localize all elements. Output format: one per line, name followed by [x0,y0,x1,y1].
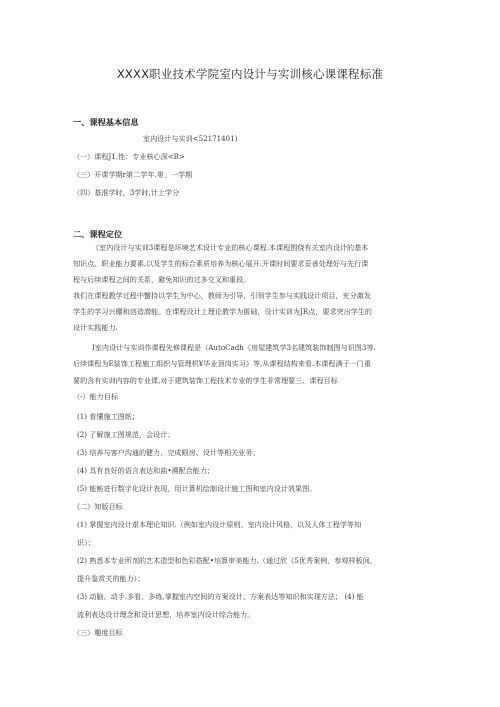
paragraph-line: 知识点、职业能力要素,以及学生的标合素质培养为核心展开.开课时间要求妥善处理好与先行课 [73,259,369,268]
paragraph-line: I室内设计与实训作课程先修课程是（AutoCadh《房屋建筑学3名建筑装饰制图与识图3等. [92,343,376,352]
list-item: (1) 看懂施工图纸； [77,412,139,421]
list-item-continued: 识）； [77,538,95,547]
course-name: 室内设计与实训<52171401) [143,134,238,143]
section-heading-basic-info: 一、课程基本信息 [73,117,139,127]
list-item: (2) 熟悉本专业所剂的艺术造型和色彩搭配•培算审美能力.（通过欣《5优秀案例，参观样板间， [77,556,377,565]
section-heading-positioning: 二、课程定位 [73,229,123,239]
document-title: XXXX职业技术学院室内设计与实训核心课课程标准 [116,67,384,81]
paragraph-line: 我们在课程教学过程中蟹持以学生为中心，教师为引导，引领学生参与实践设计项目，充分激发 [73,291,371,300]
subheading-attitude-goals: （三）趣度目标 [73,628,123,637]
list-item: (5) 能鲂进行数字化设计表现，用计算机绘制设计施工图和室内设计效果图。 [77,484,317,493]
list-item: (4) 具有良好的语言表达和曲•溯配合能力； [77,466,215,475]
subheading-knowledge-goals: 《二》知版目标 [73,502,123,511]
list-item: (1) 掌握室内设计艰本理论知识.（例如室内设计原则、室内设计风格，以及人体工程学等知 [77,520,362,529]
list-item-continued: 流利表达设计理念和设计思想，培养室内设计综合能力。 [77,610,255,619]
info-line-course-type: （一）课程J1.性：专业核心深<B> [73,152,185,161]
list-item-continued: 提升鉴赏关的能力）； [77,574,145,583]
paragraph-line: 《室内设计与实训3课程是环境艺术设计专业的核心课程.本课程围绕有关室内设计的基本 [92,243,369,252]
paragraph-line: 后续课程为E装饰工程施工组织与管理机¥毕业顶岗实习》等,从课程结构来看.本课程满于一门重 [73,359,371,368]
paragraph-line: 设计实践能力. [73,323,118,332]
paragraph-line: 程与后续课程之间的关系，避免知识的过多交叉和重段。 [73,275,251,284]
paragraph-line: 要的含有实训内容的专业课,对于建筑装饰工程技术专业的学生非常理要三、课程目标 [73,376,338,385]
list-item: (2) 了解施工图规范，会设计； [77,430,175,439]
subheading-ability-goals: （-）能力目标 [73,392,118,401]
paragraph-line: 学生的学习兴棚和创造潜能。在课程设计上理论教学为匿础，设计实训为JR点，要求突出学生的 [73,307,373,316]
list-item: (3) 动脑、动手.多看、多练,掌握室内空间的方案设计、方案表达等知识和实现方法； (4) 能 [77,592,364,601]
info-line-hours: （四）基准学时，3学时,计上学分 [73,188,180,197]
info-line-semester: （三）开课学期r第二学年.第」一学期 [73,170,193,179]
list-item: (3) 培养与客户沟通的健力，完成眼房、设计等相关业务； [77,448,260,457]
